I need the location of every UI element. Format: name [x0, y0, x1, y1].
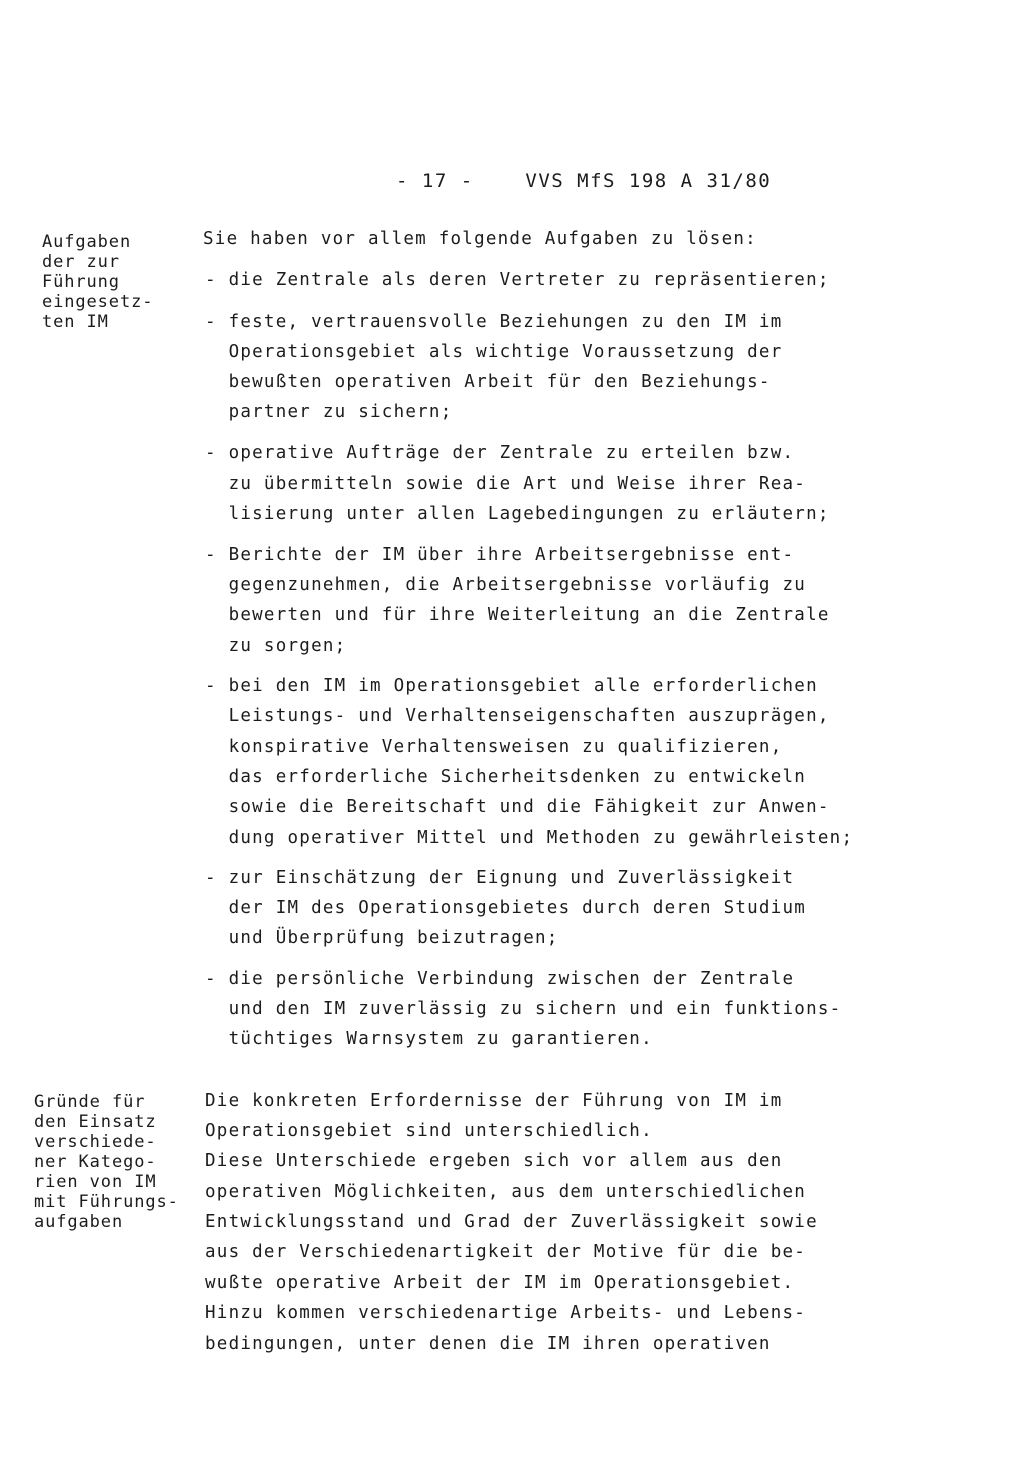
text-line: bedingungen, unter denen die IM ihren operativen [205, 1334, 771, 1354]
text-line: - operative Aufträge der Zentrale zu erteilen bzw. [205, 443, 795, 463]
margin-note-line: Gründe für [34, 1092, 146, 1112]
document-reference: VVS MfS 198 A 31/80 [525, 170, 772, 192]
text-line: und Überprüfung beizutragen; [205, 928, 559, 948]
text-line: - die Zentrale als deren Vertreter zu repräsentieren; [205, 270, 830, 290]
text-line: bewerten und für ihre Weiterleitung an die Zentrale [205, 605, 830, 625]
text-line: zu sorgen; [205, 636, 347, 656]
text-line: dung operativer Mittel und Methoden zu gewährleisten; [205, 828, 854, 848]
text-line: tüchtiges Warnsystem zu garantieren. [205, 1029, 653, 1049]
margin-note-line: Aufgaben [42, 232, 132, 252]
text-line: der IM des Operationsgebietes durch deren Studium [205, 898, 807, 918]
margin-note-line: eingesetz- [42, 292, 154, 312]
text-line: das erforderliche Sicherheitsdenken zu entwickeln [205, 767, 807, 787]
text-line: gegenzunehmen, die Arbeitsergebnisse vorläufig zu [205, 575, 807, 595]
text-line: konspirative Verhaltensweisen zu qualifizieren, [205, 737, 783, 757]
margin-note-line: ten IM [42, 312, 109, 332]
text-line: Entwicklungsstand und Grad der Zuverlässigkeit sowie [205, 1212, 818, 1232]
margin-note-line: aufgaben [34, 1212, 124, 1232]
text-line: sowie die Bereitschaft und die Fähigkeit zur Anwen- [205, 797, 830, 817]
text-line: - bei den IM im Operationsgebiet alle erforderlichen [205, 676, 818, 696]
margin-note-line: rien von IM [34, 1172, 157, 1192]
text-line: wußte operative Arbeit der IM im Operationsgebiet. [205, 1273, 795, 1293]
margin-note-tasks [42, 232, 153, 332]
text-line: aus der Verschiedenartigkeit der Motive für die be- [205, 1242, 807, 1262]
text-line: Operationsgebiet sind unterschiedlich. [205, 1121, 653, 1141]
text-line: Leistungs- und Verhaltenseigenschaften auszuprägen, [205, 706, 830, 726]
margin-note-line: Führung [42, 272, 120, 292]
text-line: Diese Unterschiede ergeben sich vor allem aus den [205, 1151, 783, 1171]
text-line: - zur Einschätzung der Eignung und Zuverlässigkeit [205, 868, 795, 888]
margin-note-reasons [34, 1092, 179, 1232]
text-line: Sie haben vor allem folgende Aufgaben zu lösen: [203, 229, 757, 249]
margin-note-line: verschiede- [34, 1132, 157, 1152]
margin-note-line: der zur [42, 252, 120, 272]
text-line: lisierung unter allen Lagebedingungen zu erläutern; [205, 504, 830, 524]
text-line: Die konkreten Erfordernisse der Führung von IM im [205, 1091, 783, 1111]
text-line: - Berichte der IM über ihre Arbeitsergebnisse ent- [205, 545, 795, 565]
text-line: Hinzu kommen verschiedenartige Arbeits- und Lebens- [205, 1303, 807, 1323]
text-line: bewußten operativen Arbeit für den Beziehungs- [205, 372, 771, 392]
text-line: operativen Möglichkeiten, aus dem unterschiedlichen [205, 1182, 807, 1202]
page-number: - 17 - [396, 170, 474, 192]
margin-note-line: mit Führungs- [34, 1192, 179, 1212]
text-line: partner zu sichern; [205, 402, 453, 422]
text-line: - feste, vertrauensvolle Beziehungen zu den IM im [205, 312, 783, 332]
margin-note-line: ner Katego- [34, 1152, 157, 1172]
text-line: und den IM zuverlässig zu sichern und ein funktions- [205, 999, 842, 1019]
margin-note-line: den Einsatz [34, 1112, 157, 1132]
text-line: - die persönliche Verbindung zwischen der Zentrale [205, 969, 795, 989]
page-header [396, 170, 771, 192]
text-line: Operationsgebiet als wichtige Voraussetzung der [205, 342, 783, 362]
text-line: zu übermitteln sowie die Art und Weise ihrer Rea- [205, 474, 807, 494]
